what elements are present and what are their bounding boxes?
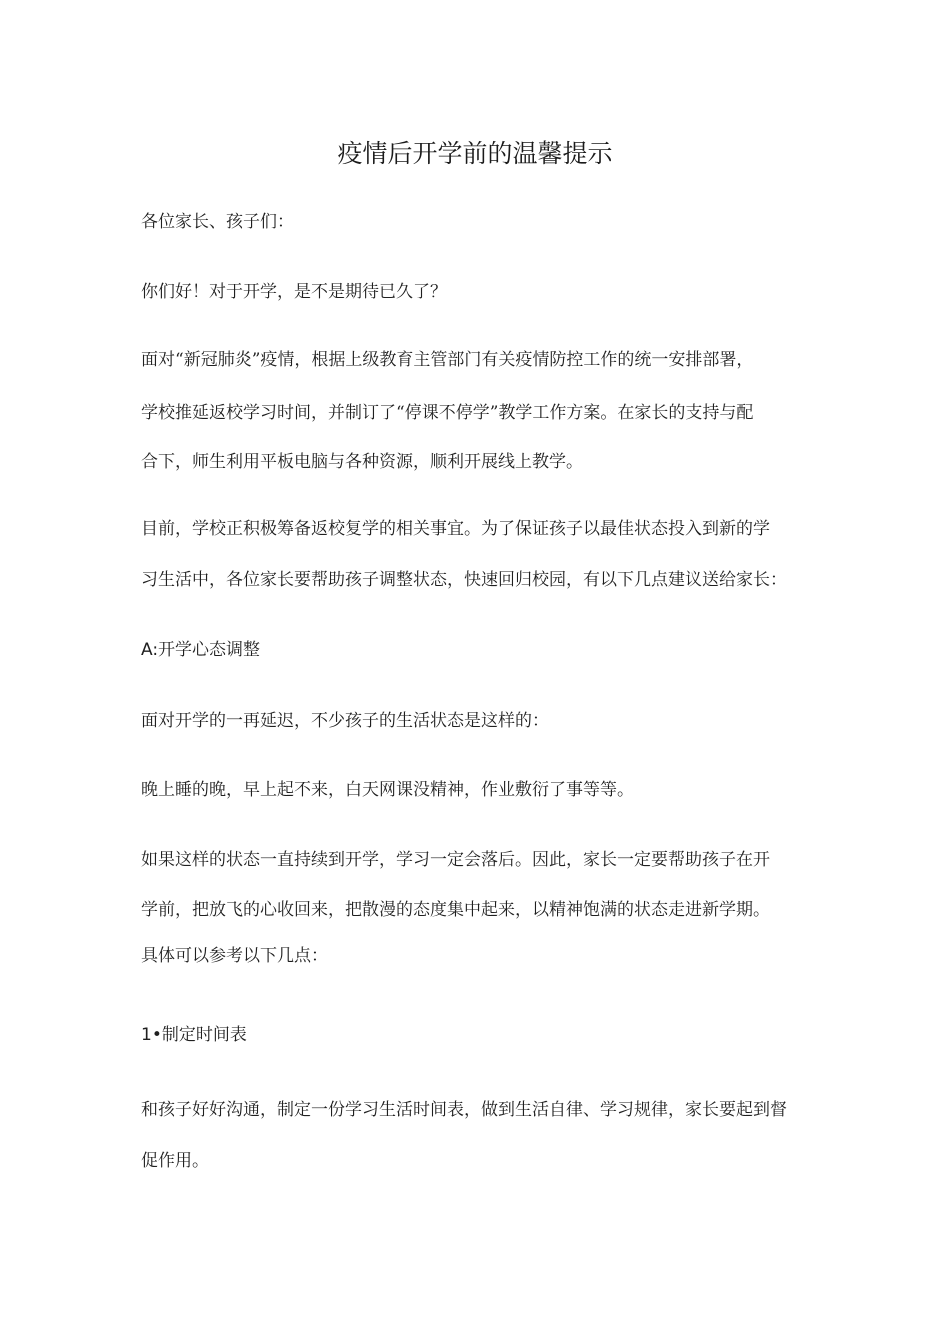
document-title: 疫情后开学前的温馨提示 [337, 139, 613, 168]
paragraph-line: 如果这样的状态一直持续到开学，学习一定会落后。因此，家长一定要帮助孩子在开 [141, 850, 770, 870]
section-heading-a: A:开学心态调整 [141, 640, 261, 660]
paragraph-line: 合下，师生利用平板电脑与各种资源，顺利开展线上教学。 [141, 452, 583, 472]
paragraph-line: 和孩子好好沟通，制定一份学习生活时间表，做到生活自律、学习规律，家长要起到督 [141, 1100, 787, 1120]
paragraph-line: 习生活中，各位家长要帮助孩子调整状态，快速回归校园，有以下几点建议送给家长： [141, 570, 787, 590]
paragraph-line: 面对开学的一再延迟，不少孩子的生活状态是这样的： [141, 711, 549, 731]
paragraph-line: 促作用。 [141, 1151, 209, 1171]
salutation-line: 各位家长、孩子们： [141, 212, 294, 232]
greeting-line: 你们好！对于开学，是不是期待已久了？ [141, 282, 447, 302]
paragraph-line: 目前，学校正积极筹备返校复学的相关事宜。为了保证孩子以最佳状态投入到新的学 [141, 519, 770, 539]
paragraph-line: 学前，把放飞的心收回来，把散漫的态度集中起来，以精神饱满的状态走进新学期。 [141, 900, 770, 920]
paragraph-line: 面对“新冠肺炎”疫情，根据上级教育主管部门有关疫情防控工作的统一安排部署， [141, 350, 754, 370]
paragraph-line: 学校推延返校学习时间，并制订了“停课不停学”教学工作方案。在家长的支持与配 [141, 403, 754, 423]
paragraph-line: 具体可以参考以下几点： [141, 946, 328, 966]
subsection-heading-1: 1•制定时间表 [141, 1025, 247, 1045]
paragraph-line: 晚上睡的晚，早上起不来，白天网课没精神，作业敷衍了事等等。 [141, 780, 634, 800]
